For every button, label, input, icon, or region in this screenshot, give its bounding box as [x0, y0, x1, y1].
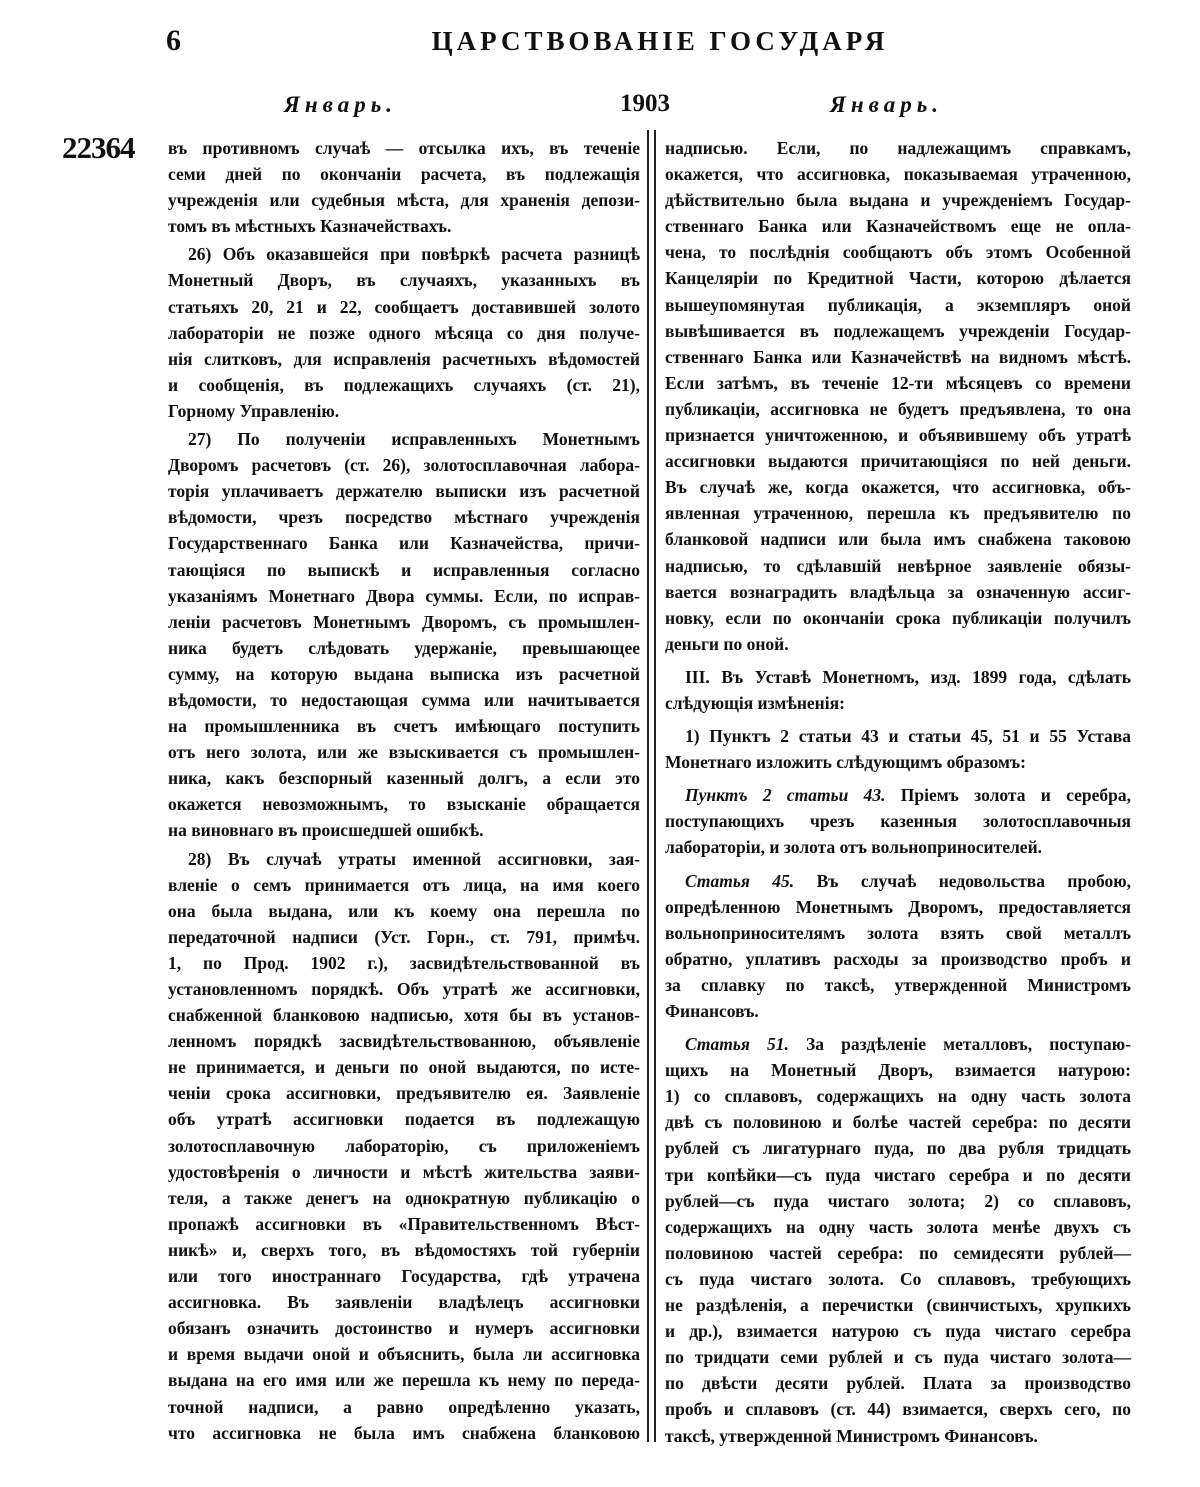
text-line: удостовѣренія о личности и мѣстѣ жительства заяви-	[168, 1161, 640, 1182]
text-line: таксѣ, утвержденной Министромъ Финансовъ.	[665, 1425, 1038, 1446]
text-line: Дворомъ расчетовъ (ст. 26), золотосплавочная лабора-	[168, 455, 640, 476]
text-line: Финансовъ.	[665, 1001, 759, 1021]
text-line: на промышленника въ счетъ имѣющаго поступить	[168, 716, 640, 737]
text-line: Канцеляріи по Кредитной Части, которою дѣлается	[665, 268, 1131, 289]
text-line: не принимается, и деньги по оной выдаются, по исте-	[168, 1057, 640, 1078]
text-line: по тридцати семи рублей и съ пуда чистаго золота—	[665, 1347, 1131, 1368]
month-right: Январь.	[830, 92, 943, 117]
text-line: леніи расчетовъ Монетнымъ Дворомъ, съ промышлен-	[168, 611, 640, 632]
text-line: Монетный Дворъ, въ случаяхъ, указанныхъ въ	[168, 270, 640, 291]
text-line: окажется, что ассигновка, показываемая утраченною,	[665, 164, 1131, 185]
text-line: сумму, на которую выдана выписка изъ расчетной	[168, 663, 640, 684]
article-heading: Статья 45.	[685, 870, 795, 891]
text-line: снабженной бланковою надписью, хотя бы въ установ-	[168, 1005, 640, 1026]
text-line: вывѣшивается въ подлежащемъ учрежденіи Государ-	[665, 320, 1131, 341]
text-line: Горному Управленію.	[168, 400, 340, 421]
text-line: вольноприносителямъ золота взять свой металлъ	[665, 922, 1131, 943]
text-line: и сообщенія, въ подлежащихъ случаяхъ (ст. 21),	[168, 374, 640, 395]
page-number: 6	[166, 24, 181, 57]
text-line: обязанъ означить достоинство и нумеръ ассигновки	[168, 1318, 640, 1339]
text-line: по двѣсти десяти рублей. Плата за производство	[665, 1373, 1131, 1394]
text-line: торія уплачиваетъ держателю выписки изъ расчетной	[168, 481, 640, 502]
text-line: надписью, то сдѣлавшій невѣрное заявленіе обязы-	[665, 555, 1131, 576]
text-line: надписью. Если, по надлежащимъ справкамъ,	[665, 138, 1131, 158]
text-line: 27) По полученіи исправленныхъ Монетнымъ	[188, 429, 640, 450]
text-line: объ утратѣ ассигновки подается въ подлежащую	[168, 1109, 640, 1130]
text-line: точной надписи, а равно опредѣленно указать,	[168, 1396, 640, 1417]
text-line: статьяхъ 20, 21 и 22, сообщаетъ доставившей золото	[168, 296, 640, 317]
text-line	[665, 1031, 1131, 1057]
text-line: деньги по оной.	[665, 633, 789, 654]
text-line: не раздѣленія, а перечистки (свинчистыхъ, хрупкихъ	[665, 1295, 1131, 1316]
text-span: За раздѣленіе металловъ, поступаю-	[788, 1034, 1131, 1055]
text-line: и др.), взимается натурою съ пуда чистаго серебра	[665, 1321, 1131, 1342]
text-line: выдана на его имя или же перешла къ нему по переда-	[168, 1370, 640, 1391]
text-line: нія слитковъ, для исправленія расчетныхъ вѣдомостей	[168, 348, 640, 369]
paragraph	[168, 846, 640, 1446]
text-line: поступающихъ чрезъ казенныя золотосплавочныя	[665, 811, 1131, 832]
left-column	[168, 135, 640, 1448]
text-line: теля, а также денегъ на однократную публикацію о	[168, 1187, 640, 1208]
text-line: половиною частей серебра: по семидесяти рублей—	[665, 1242, 1131, 1263]
paragraph	[665, 723, 1131, 775]
text-line: и время выдачи оной и объяснить, была ли ассигновка	[168, 1344, 640, 1365]
text-line: новку, если по окончаніи срока публикаціи получилъ	[665, 607, 1131, 628]
text-line: съ пуда чистаго золота. Со сплавовъ, требующихъ	[665, 1268, 1131, 1289]
running-title: ЦАРСТВОВАНІЕ ГОСУДАРЯ	[431, 26, 889, 56]
text-line: ника, какъ безспорный казенный долгъ, а если это	[168, 768, 640, 789]
text-line: явленная утраченною, перешла къ предъявителю по	[665, 503, 1131, 524]
text-line: 1, по Прод. 1902 г.), засвидѣтельствованной въ	[168, 952, 640, 973]
text-line: вается вознаградить владѣльца за означенную ассиг-	[665, 581, 1131, 602]
text-line: что ассигновка не была имъ снабжена бланковою	[168, 1422, 640, 1443]
text-line: обратно, уплативъ расходы за производство пробъ и	[665, 948, 1131, 969]
text-line: лабораторіи, и золота отъ вольноприносителей.	[665, 837, 1043, 858]
text-line: вѣдомости, чрезъ посредство мѣстнаго учрежденія	[168, 507, 640, 528]
text-line: семи дней по окончаніи расчета, въ подлежащія	[168, 164, 640, 185]
paragraph	[665, 664, 1131, 716]
text-line: 1) Пунктъ 2 статьи 43 и статьи 45, 51 и 55 Устава	[685, 726, 1131, 747]
text-line: Если затѣмъ, въ теченіе 12-ти мѣсяцевъ со времени	[665, 372, 1131, 393]
right-column	[665, 135, 1131, 1456]
column-divider	[654, 130, 656, 1442]
text-line: Государственнаго Банка или Казначейства, причи-	[168, 533, 640, 554]
text-line: ственнаго Банка или Казначействѣ на видномъ мѣстѣ.	[665, 346, 1131, 367]
text-line: ассигновка. Въ заявленіи владѣлецъ ассигновки	[168, 1292, 640, 1313]
text-line: дѣйствительно была выдана и учрежденіемъ Государ-	[665, 190, 1131, 211]
text-line: никѣ» и, сверхъ того, въ вѣдомостяхъ той губерніи	[168, 1239, 640, 1260]
year: 1903	[620, 90, 670, 117]
text-line: вѣдомости, то недостающая сумма или начитывается	[168, 689, 640, 710]
text-line: Въ случаѣ же, когда окажется, что ассигновка, объ-	[665, 477, 1131, 498]
text-line: окажется невозможнымъ, то взысканіе обращается	[168, 794, 640, 815]
text-line: три копѣйки—съ пуда чистаго серебра и по десяти	[665, 1164, 1131, 1185]
text-line: ственнаго Банка или Казначействомъ еще не опла-	[665, 216, 1131, 237]
text-line: передаточной надписи (Уст. Горн., ст. 791, примѣч.	[168, 926, 640, 947]
text-line: золотосплавочную лабораторію, съ приложеніемъ	[168, 1135, 640, 1156]
month-left: Январь.	[284, 92, 397, 117]
text-line: лабораторіи не позже одного мѣсяца со дня получе-	[168, 322, 640, 343]
text-line: рублей—съ пуда чистаго золота; 2) со сплавовъ,	[665, 1190, 1131, 1211]
paragraph	[168, 426, 640, 844]
section-number: 22364	[62, 130, 135, 165]
paragraph	[168, 135, 640, 239]
text-line: за сплавку по таксѣ, утвержденной Министромъ	[665, 974, 1131, 995]
text-line: содержащихъ на одну часть золота менѣе двухъ съ	[665, 1216, 1131, 1237]
text-line: указаніямъ Монетнаго Двора суммы. Если, по исправ-	[168, 585, 640, 606]
text-line: бланковой надписи или была имъ снабжена таковою	[665, 529, 1131, 550]
text-line: учрежденія или судебныя мѣста, для храненія депози-	[168, 190, 640, 211]
paragraph	[665, 782, 1131, 860]
text-line: щихъ на Монетный Дворъ, взимается натурою:	[665, 1060, 1131, 1081]
text-line: опредѣленною Монетнымъ Дворомъ, предоставляется	[665, 896, 1131, 917]
text-line: пропажѣ ассигновки въ «Правительственномъ Вѣст-	[168, 1213, 640, 1234]
text-line: томъ въ мѣстныхъ Казначействахъ.	[168, 216, 452, 237]
text-line: Монетнаго изложить слѣдующимъ образомъ:	[665, 752, 1026, 773]
text-line: пробъ и сплавовъ (ст. 44) взимается, сверхъ сего, по	[665, 1399, 1131, 1420]
text-line: 26) Объ оказавшейся при повѣркѣ расчета разницѣ	[188, 244, 640, 265]
text-line: чена, то послѣднія сообщаютъ объ этомъ Особенной	[665, 242, 1131, 263]
text-line: III. Въ Уставѣ Монетномъ, изд. 1899 года, сдѣлать	[685, 666, 1131, 687]
text-span: Пріемъ золота и серебра,	[885, 785, 1131, 806]
text-line: 1) со сплавовъ, содержащихъ на одну часть золота	[665, 1086, 1131, 1107]
text-line: ченіи срока ассигновки, предъявителю ея. Заявленіе	[168, 1083, 640, 1104]
text-line: тающіяся по выпискѣ и исправленныя согласно	[168, 559, 640, 580]
paragraph	[665, 135, 1131, 657]
text-line: или того иностраннаго Государства, гдѣ утрачена	[168, 1266, 640, 1287]
text-line: рублей съ лигатурнаго пуда, по два рубля тридцать	[665, 1138, 1131, 1159]
text-line: ленномъ порядкѣ засвидѣтельствованною, объявленіе	[168, 1031, 640, 1052]
text-line: ника будетъ слѣдовать удержаніе, превышающее	[168, 637, 640, 658]
text-line: ассигновки выдаются причитающіяся по ней деньги.	[665, 451, 1131, 472]
text-line: признается уничтоженною, и объявившему объ утратѣ	[665, 425, 1131, 446]
text-line: установленномъ порядкѣ. Объ утратѣ же ассигновки,	[168, 979, 640, 999]
text-line: слѣдующія измѣненія:	[665, 692, 845, 713]
text-line: въ противномъ случаѣ — отсылка ихъ, въ теченіе	[168, 138, 640, 158]
text-span: Въ случаѣ недовольства пробою,	[794, 870, 1131, 891]
paragraph	[665, 1031, 1131, 1449]
paragraph	[168, 241, 640, 424]
text-line: публикаціи, ассигновка не будетъ предъявлена, то она	[665, 398, 1131, 419]
text-line: вышеупомянутая публикація, а экземпляръ оной	[665, 294, 1131, 315]
column-divider	[647, 130, 649, 1442]
text-line	[665, 782, 1131, 808]
text-line: на виновнаго въ происшедшей ошибкѣ.	[168, 820, 484, 841]
text-line	[665, 868, 1131, 894]
paragraph	[665, 868, 1131, 1025]
text-line: двѣ съ половиною и болѣе частей серебра: по десяти	[665, 1112, 1131, 1133]
text-line: вленіе о семъ принимается отъ лица, на имя коего	[168, 874, 640, 895]
article-heading: Пунктъ 2 статьи 43.	[685, 785, 886, 806]
article-heading: Статья 51.	[685, 1034, 789, 1055]
text-line: 28) Въ случаѣ утраты именной ассигновки, зая-	[188, 848, 640, 869]
text-line: она была выдана, или къ коему она перешла по	[168, 900, 640, 921]
text-line: отъ него золота, или же взыскивается съ промышлен-	[168, 742, 640, 763]
